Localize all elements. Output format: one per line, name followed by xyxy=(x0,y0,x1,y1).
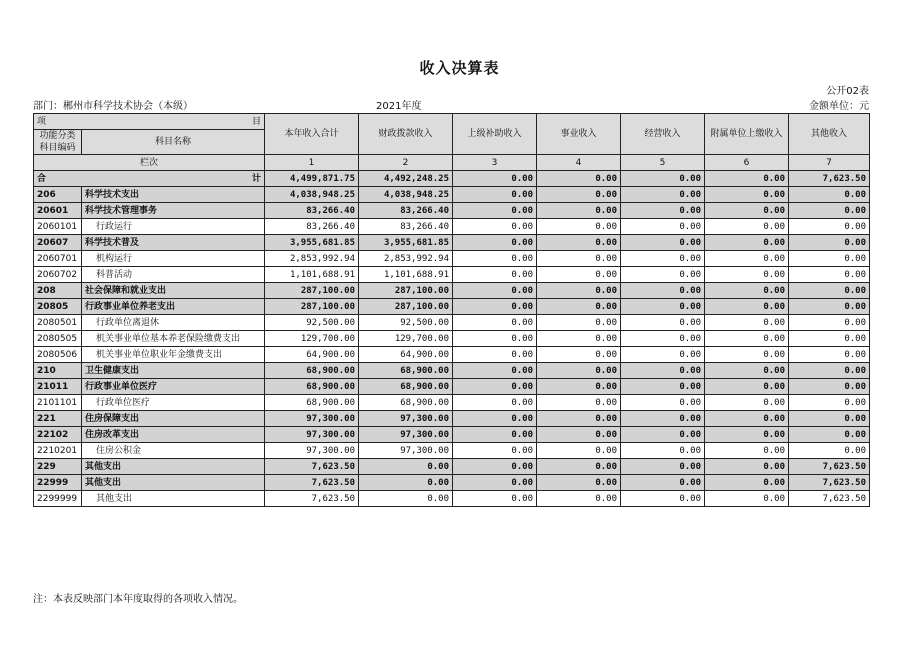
header-row-numbers xyxy=(34,155,870,171)
row-value: 0.00 xyxy=(359,475,453,491)
row-value: 0.00 xyxy=(453,315,537,331)
col-number: 6 xyxy=(705,155,789,171)
table-row xyxy=(34,459,870,475)
department-label: 部门：郴州市科学技术协会（本级） xyxy=(33,101,193,112)
row-value: 0.00 xyxy=(789,411,870,427)
row-value: 0.00 xyxy=(621,459,705,475)
row-value: 0.00 xyxy=(359,459,453,475)
row-value: 4,038,948.25 xyxy=(265,187,359,203)
row-value: 0.00 xyxy=(789,283,870,299)
row-value: 0.00 xyxy=(621,491,705,507)
row-value: 0.00 xyxy=(789,267,870,283)
header-row-top xyxy=(34,114,870,130)
row-value: 0.00 xyxy=(537,491,621,507)
row-value: 0.00 xyxy=(537,443,621,459)
row-value: 0.00 xyxy=(537,347,621,363)
row-value: 0.00 xyxy=(705,459,789,475)
header-lanci: 栏次 xyxy=(34,155,265,171)
total-label xyxy=(34,171,265,187)
form-code: 公开02表 xyxy=(826,86,869,97)
table-row xyxy=(34,187,870,203)
row-value: 0.00 xyxy=(621,203,705,219)
row-value: 0.00 xyxy=(621,475,705,491)
row-value: 0.00 xyxy=(621,283,705,299)
table-row xyxy=(34,379,870,395)
amount-unit-label: 金额单位：元 xyxy=(809,101,869,112)
row-value: 0.00 xyxy=(705,283,789,299)
row-code: 229 xyxy=(34,459,82,475)
row-value: 0.00 xyxy=(789,443,870,459)
row-value: 0.00 xyxy=(537,299,621,315)
table-row xyxy=(34,395,870,411)
row-value: 0.00 xyxy=(789,299,870,315)
row-value: 0.00 xyxy=(453,203,537,219)
col-header-business: 事业收入 xyxy=(537,114,621,155)
row-value: 7,623.50 xyxy=(265,475,359,491)
row-value: 0.00 xyxy=(705,219,789,235)
row-value: 0.00 xyxy=(705,203,789,219)
row-value: 287,100.00 xyxy=(265,283,359,299)
row-value: 0.00 xyxy=(537,427,621,443)
row-value: 0.00 xyxy=(705,331,789,347)
row-value: 97,300.00 xyxy=(265,427,359,443)
row-value: 83,266.40 xyxy=(359,203,453,219)
row-value: 0.00 xyxy=(537,235,621,251)
row-value: 0.00 xyxy=(789,251,870,267)
row-name: 卫生健康支出 xyxy=(82,363,265,379)
row-name: 科普活动 xyxy=(82,267,265,283)
table-row xyxy=(34,427,870,443)
table-row xyxy=(34,267,870,283)
row-value: 0.00 xyxy=(453,363,537,379)
table-row xyxy=(34,475,870,491)
table-row xyxy=(34,219,870,235)
row-value: 0.00 xyxy=(621,235,705,251)
table-row xyxy=(34,491,870,507)
row-value: 0.00 xyxy=(621,443,705,459)
row-code: 2080506 xyxy=(34,347,82,363)
row-value: 0.00 xyxy=(705,299,789,315)
row-code: 2299999 xyxy=(34,491,82,507)
row-name: 行政单位离退休 xyxy=(82,315,265,331)
row-name: 机关事业单位基本养老保险缴费支出 xyxy=(82,331,265,347)
row-value: 0.00 xyxy=(453,491,537,507)
row-name: 科学技术管理事务 xyxy=(82,203,265,219)
row-code: 2080501 xyxy=(34,315,82,331)
row-value: 0.00 xyxy=(621,187,705,203)
report-title: 收入决算表 xyxy=(419,59,500,77)
col-header-total: 本年收入合计 xyxy=(265,114,359,155)
row-value: 0.00 xyxy=(359,491,453,507)
header-xiang: 项 xyxy=(37,116,47,127)
row-code: 210 xyxy=(34,363,82,379)
row-value: 0.00 xyxy=(537,187,621,203)
row-value: 0.00 xyxy=(537,219,621,235)
total-row xyxy=(34,171,870,187)
row-code: 2060101 xyxy=(34,219,82,235)
row-value: 129,700.00 xyxy=(359,331,453,347)
row-name: 行政事业单位医疗 xyxy=(82,379,265,395)
row-value: 0.00 xyxy=(705,475,789,491)
col-number: 1 xyxy=(265,155,359,171)
row-value: 4,038,948.25 xyxy=(359,187,453,203)
row-value: 0.00 xyxy=(621,219,705,235)
col-number: 5 xyxy=(621,155,705,171)
row-value: 2,853,992.94 xyxy=(265,251,359,267)
row-value: 0.00 xyxy=(789,203,870,219)
row-value: 83,266.40 xyxy=(265,203,359,219)
row-value: 0.00 xyxy=(621,315,705,331)
col-number: 2 xyxy=(359,155,453,171)
row-value: 0.00 xyxy=(621,363,705,379)
row-value: 0.00 xyxy=(453,219,537,235)
total-value: 0.00 xyxy=(705,171,789,187)
row-value: 0.00 xyxy=(453,251,537,267)
table-row xyxy=(34,315,870,331)
total-ji: 计 xyxy=(251,173,261,184)
row-value: 0.00 xyxy=(453,235,537,251)
row-value: 0.00 xyxy=(537,363,621,379)
row-value: 0.00 xyxy=(621,251,705,267)
col-number: 7 xyxy=(789,155,870,171)
row-value: 0.00 xyxy=(453,459,537,475)
row-value: 0.00 xyxy=(453,475,537,491)
col-header-operating: 经营收入 xyxy=(621,114,705,155)
row-value: 0.00 xyxy=(621,379,705,395)
row-value: 0.00 xyxy=(621,299,705,315)
row-value: 0.00 xyxy=(705,267,789,283)
row-name: 机构运行 xyxy=(82,251,265,267)
total-value: 0.00 xyxy=(537,171,621,187)
row-value: 0.00 xyxy=(789,187,870,203)
row-value: 0.00 xyxy=(705,379,789,395)
header-name-label: 科目名称 xyxy=(82,130,265,155)
row-value: 0.00 xyxy=(705,363,789,379)
table-row xyxy=(34,251,870,267)
row-value: 0.00 xyxy=(453,443,537,459)
table-row xyxy=(34,347,870,363)
row-value: 1,101,688.91 xyxy=(359,267,453,283)
row-value: 92,500.00 xyxy=(265,315,359,331)
row-value: 0.00 xyxy=(537,459,621,475)
row-value: 83,266.40 xyxy=(265,219,359,235)
row-value: 97,300.00 xyxy=(265,443,359,459)
row-value: 68,900.00 xyxy=(359,395,453,411)
row-value: 0.00 xyxy=(789,315,870,331)
col-header-other: 其他收入 xyxy=(789,114,870,155)
row-value: 0.00 xyxy=(537,331,621,347)
row-value: 0.00 xyxy=(453,283,537,299)
row-code: 20607 xyxy=(34,235,82,251)
row-value: 0.00 xyxy=(705,427,789,443)
row-name: 社会保障和就业支出 xyxy=(82,283,265,299)
row-value: 0.00 xyxy=(789,395,870,411)
row-value: 0.00 xyxy=(789,235,870,251)
row-value: 0.00 xyxy=(537,251,621,267)
row-value: 0.00 xyxy=(789,331,870,347)
row-name: 行政单位医疗 xyxy=(82,395,265,411)
row-code: 2101101 xyxy=(34,395,82,411)
row-value: 0.00 xyxy=(537,411,621,427)
row-value: 64,900.00 xyxy=(265,347,359,363)
total-he: 合 xyxy=(37,173,47,184)
row-code: 22102 xyxy=(34,427,82,443)
row-value: 0.00 xyxy=(705,251,789,267)
total-value: 4,499,871.75 xyxy=(265,171,359,187)
row-value: 0.00 xyxy=(537,379,621,395)
header-mu: 目 xyxy=(251,116,261,127)
row-value: 0.00 xyxy=(705,491,789,507)
col-header-affiliated: 附属单位上缴收入 xyxy=(705,114,789,155)
col-header-fiscal: 财政拨款收入 xyxy=(359,114,453,155)
row-name: 行政事业单位养老支出 xyxy=(82,299,265,315)
row-value: 68,900.00 xyxy=(359,363,453,379)
row-value: 68,900.00 xyxy=(359,379,453,395)
row-code: 221 xyxy=(34,411,82,427)
total-value: 0.00 xyxy=(453,171,537,187)
row-value: 0.00 xyxy=(453,395,537,411)
row-value: 287,100.00 xyxy=(359,299,453,315)
row-value: 287,100.00 xyxy=(359,283,453,299)
row-value: 64,900.00 xyxy=(359,347,453,363)
row-name: 机关事业单位职业年金缴费支出 xyxy=(82,347,265,363)
row-code: 206 xyxy=(34,187,82,203)
row-value: 92,500.00 xyxy=(359,315,453,331)
row-value: 1,101,688.91 xyxy=(265,267,359,283)
row-name: 其他支出 xyxy=(82,491,265,507)
row-name: 住房保障支出 xyxy=(82,411,265,427)
header-xiang-mu xyxy=(34,114,265,130)
col-number: 4 xyxy=(537,155,621,171)
row-value: 0.00 xyxy=(789,347,870,363)
row-value: 0.00 xyxy=(537,395,621,411)
table-row xyxy=(34,283,870,299)
row-code: 2080505 xyxy=(34,331,82,347)
row-code: 20601 xyxy=(34,203,82,219)
row-value: 68,900.00 xyxy=(265,363,359,379)
row-value: 0.00 xyxy=(621,427,705,443)
row-value: 0.00 xyxy=(453,187,537,203)
row-name: 住房公积金 xyxy=(82,443,265,459)
row-value: 7,623.50 xyxy=(265,491,359,507)
row-code: 21011 xyxy=(34,379,82,395)
row-value: 0.00 xyxy=(453,427,537,443)
row-value: 0.00 xyxy=(705,395,789,411)
row-value: 287,100.00 xyxy=(265,299,359,315)
row-value: 0.00 xyxy=(789,219,870,235)
row-value: 0.00 xyxy=(453,267,537,283)
row-value: 129,700.00 xyxy=(265,331,359,347)
row-code: 20805 xyxy=(34,299,82,315)
row-value: 2,853,992.94 xyxy=(359,251,453,267)
row-name: 其他支出 xyxy=(82,475,265,491)
row-code: 2060702 xyxy=(34,267,82,283)
row-value: 0.00 xyxy=(705,235,789,251)
row-value: 0.00 xyxy=(537,315,621,331)
row-value: 0.00 xyxy=(453,331,537,347)
row-value: 0.00 xyxy=(453,411,537,427)
col-header-superior-subsidy: 上级补助收入 xyxy=(453,114,537,155)
row-value: 0.00 xyxy=(705,411,789,427)
header-code-label: 功能分类科目编码 xyxy=(34,130,82,155)
row-value: 0.00 xyxy=(453,379,537,395)
row-value: 97,300.00 xyxy=(359,427,453,443)
row-value: 0.00 xyxy=(621,395,705,411)
row-value: 83,266.40 xyxy=(359,219,453,235)
row-value: 0.00 xyxy=(537,475,621,491)
row-value: 97,300.00 xyxy=(359,443,453,459)
row-value: 7,623.50 xyxy=(789,475,870,491)
table-row xyxy=(34,331,870,347)
income-table xyxy=(33,113,870,507)
row-value: 7,623.50 xyxy=(789,491,870,507)
total-value: 7,623.50 xyxy=(789,171,870,187)
row-name: 其他支出 xyxy=(82,459,265,475)
row-value: 97,300.00 xyxy=(265,411,359,427)
row-value: 3,955,681.85 xyxy=(359,235,453,251)
row-name: 住房改革支出 xyxy=(82,427,265,443)
row-value: 0.00 xyxy=(453,347,537,363)
row-value: 0.00 xyxy=(789,379,870,395)
row-value: 0.00 xyxy=(621,331,705,347)
row-value: 68,900.00 xyxy=(265,379,359,395)
col-number: 3 xyxy=(453,155,537,171)
row-value: 3,955,681.85 xyxy=(265,235,359,251)
row-value: 0.00 xyxy=(705,347,789,363)
total-value: 0.00 xyxy=(621,171,705,187)
row-name: 行政运行 xyxy=(82,219,265,235)
row-code: 2210201 xyxy=(34,443,82,459)
table-row xyxy=(34,203,870,219)
row-name: 科学技术普及 xyxy=(82,235,265,251)
row-value: 0.00 xyxy=(705,187,789,203)
row-value: 97,300.00 xyxy=(359,411,453,427)
table-row xyxy=(34,443,870,459)
row-code: 208 xyxy=(34,283,82,299)
row-name: 科学技术支出 xyxy=(82,187,265,203)
row-value: 0.00 xyxy=(705,315,789,331)
row-value: 0.00 xyxy=(789,363,870,379)
row-code: 22999 xyxy=(34,475,82,491)
row-value: 0.00 xyxy=(537,203,621,219)
total-value: 4,492,248.25 xyxy=(359,171,453,187)
row-value: 0.00 xyxy=(621,347,705,363)
row-value: 68,900.00 xyxy=(265,395,359,411)
table-row xyxy=(34,299,870,315)
row-code: 2060701 xyxy=(34,251,82,267)
row-value: 0.00 xyxy=(453,299,537,315)
row-value: 0.00 xyxy=(789,427,870,443)
row-value: 0.00 xyxy=(621,267,705,283)
row-value: 7,623.50 xyxy=(789,459,870,475)
row-value: 0.00 xyxy=(705,443,789,459)
row-value: 7,623.50 xyxy=(265,459,359,475)
table-row xyxy=(34,411,870,427)
year-label: 2021年度 xyxy=(376,101,422,112)
table-row xyxy=(34,363,870,379)
row-value: 0.00 xyxy=(537,283,621,299)
row-value: 0.00 xyxy=(537,267,621,283)
row-value: 0.00 xyxy=(621,411,705,427)
table-note: 注：本表反映部门本年度取得的各项收入情况。 xyxy=(33,594,243,605)
table-row xyxy=(34,235,870,251)
